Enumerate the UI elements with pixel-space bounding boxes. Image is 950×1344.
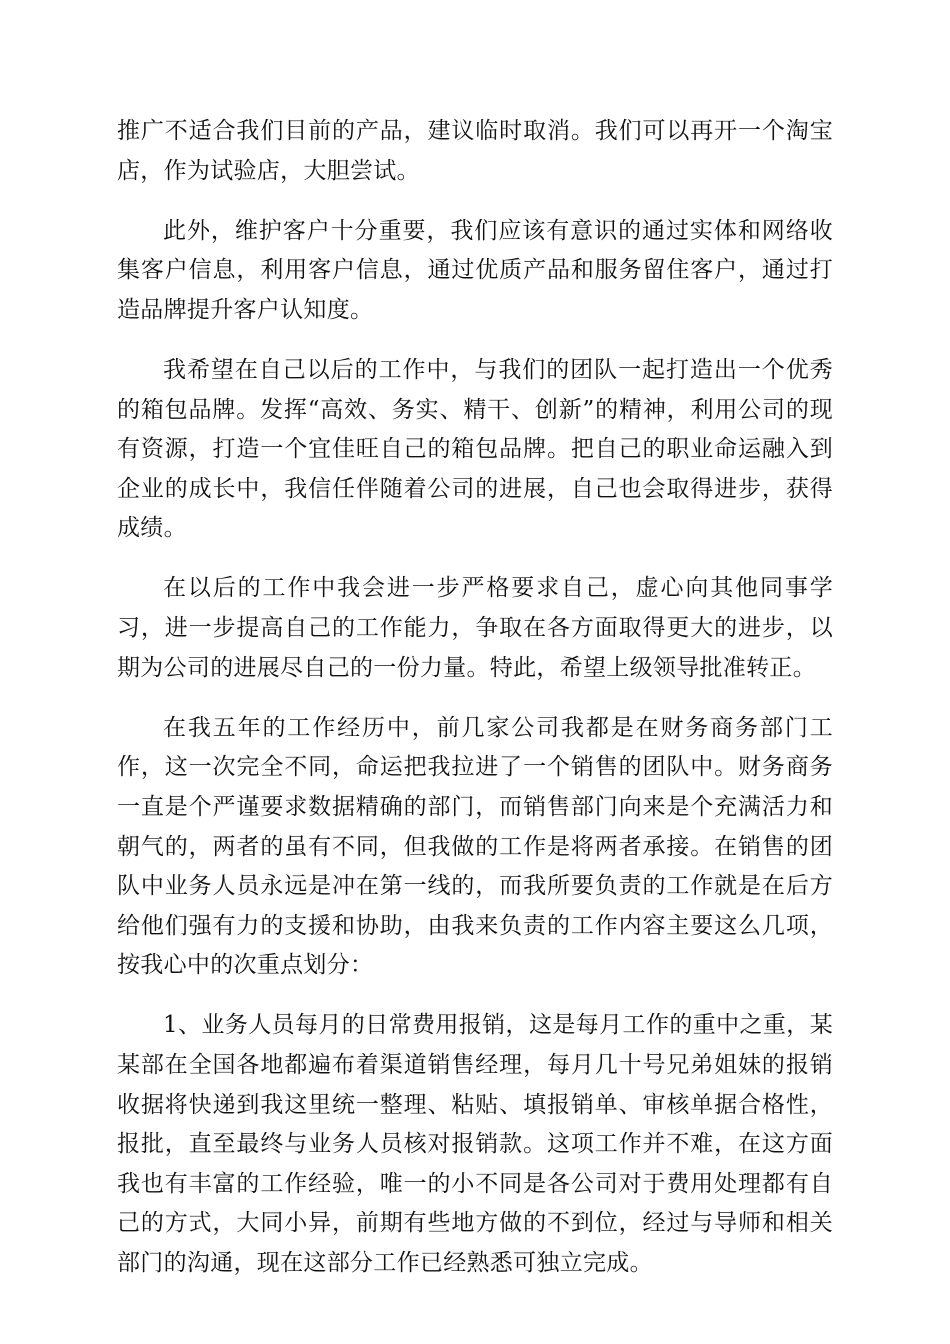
paragraph-expense-reimbursement: 1、业务人员每月的日常费用报销，这是每月工作的重中之重，某某部在全国各地都遍布着渠道销售经理，每月几十号兄弟姐妹的报销收据将快递到我这里统一整理、粘贴、填报销单、审核单据合格性，报批，直至最终与业务人员核对报销款。这项工作并不难，在这方面我也有丰富的工作经验，唯一的小不同是各公司对于费用处理都有自己的方式，大同小异，前期有些地方做的不到位，经过与导师和相关部门的沟通，现在这部分工作已经熟悉可独立完成。 <box>117 1012 833 1276</box>
document-page <box>117 112 833 1304</box>
paragraph-work-experience: 在我五年的工作经历中，前几家公司我都是在财务商务部门工作，这一次完全不同，命运把我拉进了一个销售的团队中。财务商务一直是个严谨要求数据精确的部门，而销售部门向来是个充满活力和朝气的，两者的虽有不同，但我做的工作是将两者承接。在销售的团队中业务人员永远是冲在第一线的，而我所要负责的工作就是在后方给他们强有力的支援和协助，由我来负责的工作内容主要这么几项，按我心中的次重点划分： <box>117 714 833 979</box>
paragraph-brand-hope: 我希望在自己以后的工作中，与我们的团队一起打造出一个优秀的箱包品牌。发挥“高效、务实、精干、创新”的精神，利用公司的现有资源，打造一个宜佳旺自己的箱包品牌。把自己的职业命运融入到企业的成长中，我信任伴随着公司的进展，自己也会取得进步，获得成绩。 <box>117 356 833 542</box>
paragraph-self-improvement: 在以后的工作中我会进一步严格要求自己，虚心向其他同事学习，进一步提高自己的工作能力，争取在各方面取得更大的进步，以期为公司的进展尽自己的一份力量。特此，希望上级领导批准转正。 <box>117 575 833 681</box>
paragraph-customer-maintenance: 此外，维护客户十分重要，我们应该有意识的通过实体和网络收集客户信息，利用客户信息，通过优质产品和服务留住客户，通过打造品牌提升客户认知度。 <box>117 217 833 323</box>
paragraph-continued: 推广不适合我们目前的产品，建议临时取消。我们可以再开一个淘宝店，作为试验店，大胆尝试。 <box>117 118 833 184</box>
